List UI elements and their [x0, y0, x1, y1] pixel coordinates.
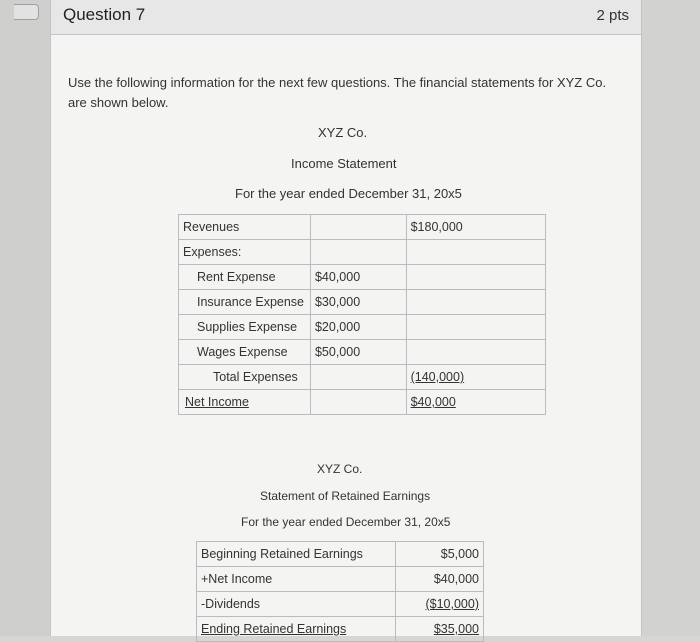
- expenses-header: Expenses:: [179, 240, 311, 265]
- question-header: [51, 0, 641, 35]
- supplies-expense-amount: $20,000: [310, 315, 406, 340]
- wages-expense-amount: $50,000: [310, 340, 406, 365]
- insurance-expense-label: Insurance Expense: [179, 290, 311, 315]
- table-row: [179, 315, 546, 340]
- retained-company-name: XYZ Co.: [317, 462, 363, 476]
- income-statement-period: For the year ended December 31, 20x5: [235, 186, 462, 201]
- question-card: [50, 0, 642, 636]
- net-income-add-amount: $40,000: [396, 567, 484, 592]
- table-row: [197, 542, 484, 567]
- revenues-label: Revenues: [179, 215, 311, 240]
- table-row: [197, 592, 484, 617]
- table-row: [179, 215, 546, 240]
- retained-statement-title: Statement of Retained Earnings: [260, 489, 431, 503]
- supplies-expense-label: Supplies Expense: [179, 315, 311, 340]
- ending-retained-amount: $35,000: [396, 617, 484, 642]
- income-statement-title: Income Statement: [291, 156, 397, 171]
- table-row: [197, 617, 484, 642]
- income-statement-table: [178, 214, 546, 415]
- net-income-value: $40,000: [406, 390, 545, 415]
- question-intro: Use the following information for the next few questions. The financial statements for XYZ Co. are shown below.: [68, 75, 607, 110]
- right-margin: [642, 0, 700, 636]
- table-row: [179, 390, 546, 415]
- net-income-add-label: +Net Income: [197, 567, 396, 592]
- dividends-label: -Dividends: [197, 592, 396, 617]
- rent-expense-amount: $40,000: [310, 265, 406, 290]
- table-row: [179, 265, 546, 290]
- table-row: [179, 365, 546, 390]
- flag-question-icon[interactable]: [14, 4, 39, 20]
- question-title: Question 7: [63, 5, 146, 24]
- beginning-retained-label: Beginning Retained Earnings: [197, 542, 396, 567]
- table-row: [179, 240, 546, 265]
- question-points: 2 pts: [596, 7, 629, 24]
- ending-retained-label: Ending Retained Earnings: [197, 617, 396, 642]
- revenues-total: $180,000: [406, 215, 545, 240]
- table-row: [179, 340, 546, 365]
- retained-earnings-table: [196, 541, 484, 642]
- wages-expense-label: Wages Expense: [179, 340, 311, 365]
- table-row: [197, 567, 484, 592]
- beginning-retained-amount: $5,000: [396, 542, 484, 567]
- table-row: [179, 290, 546, 315]
- total-expenses-label: Total Expenses: [179, 365, 311, 390]
- insurance-expense-amount: $30,000: [310, 290, 406, 315]
- income-company-name: XYZ Co.: [318, 125, 368, 140]
- net-income-label: Net Income: [179, 390, 311, 415]
- total-expenses-value: (140,000): [406, 365, 545, 390]
- left-margin: [0, 0, 50, 636]
- dividends-amount: ($10,000): [396, 592, 484, 617]
- rent-expense-label: Rent Expense: [179, 265, 311, 290]
- retained-statement-period: For the year ended December 31, 20x5: [241, 515, 451, 529]
